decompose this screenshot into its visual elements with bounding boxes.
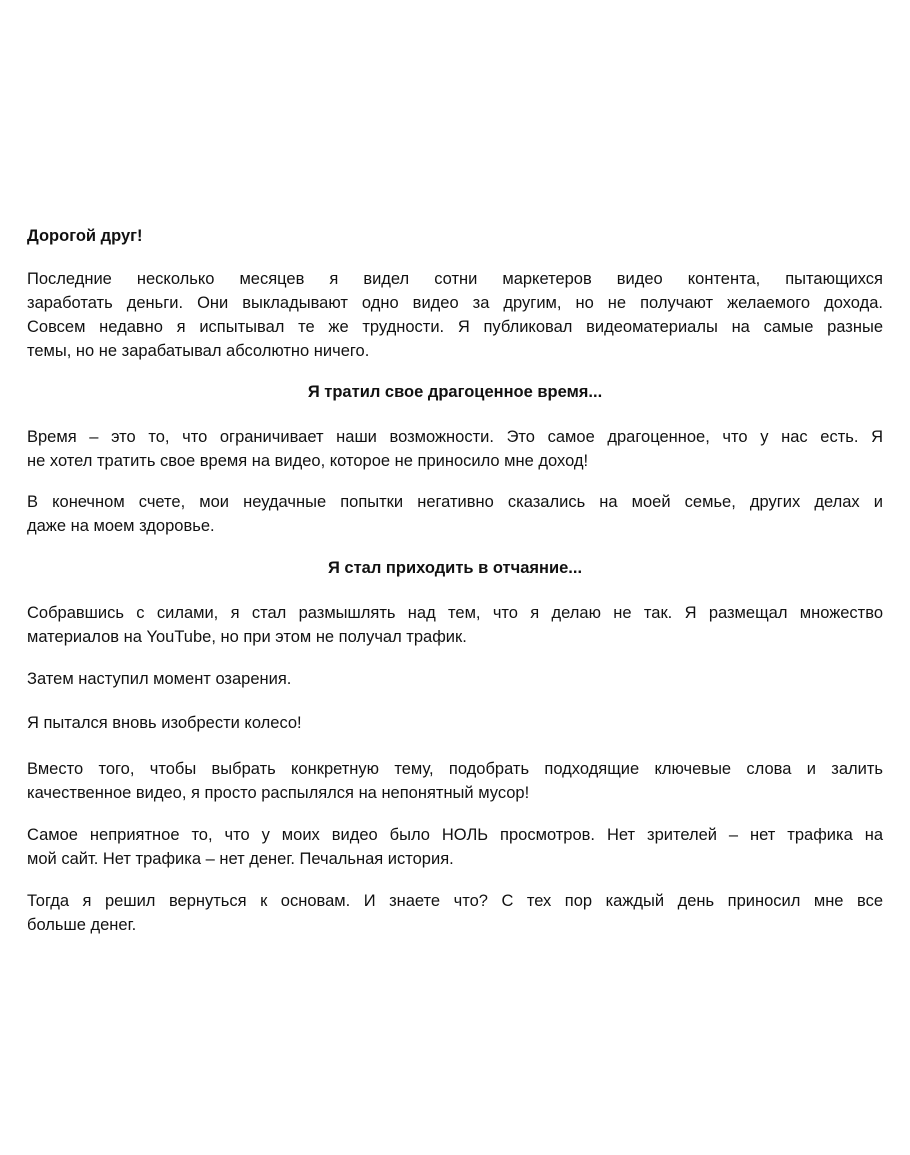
text-line: заработать деньги. Они выкладывают одно видео за другим, но не получают желаемого дохода. <box>27 294 883 312</box>
text-line: не хотел тратить свое время на видео, которое не приносило мне доход! <box>27 452 589 470</box>
text-line: Тогда я решил вернуться к основам. И знаете что? С тех пор каждый день приносил мне все <box>27 892 883 910</box>
text-line: темы, но не зарабатывал абсолютно ничего. <box>27 342 370 360</box>
section-heading: Я стал приходить в отчаяние... <box>327 559 583 577</box>
text-line: качественное видео, я просто распылялся на непонятный мусор! <box>27 784 530 802</box>
greeting: Дорогой друг! <box>27 227 143 245</box>
paragraph-insight: Затем наступил момент озарения. <box>27 670 292 688</box>
section-heading: Я тратил свое драгоценное время... <box>307 383 603 401</box>
text-line: Самое неприятное то, что у моих видео было НОЛЬ просмотров. Нет зрителей – нет трафика на <box>27 826 883 844</box>
text-line: Собравшись с силами, я стал размышлять над тем, что я делаю не так. Я размещал множество <box>27 604 883 622</box>
text-line: даже на моем здоровье. <box>27 517 215 535</box>
text-line: материалов на YouTube, но при этом не получал трафик. <box>27 628 467 646</box>
text-line: Вместо того, чтобы выбрать конкретную тему, подобрать подходящие ключевые слова и залить <box>27 760 883 778</box>
text-line: Время – это то, что ограничивает наши возможности. Это самое драгоценное, что у нас есть. Я <box>27 428 883 446</box>
text-line: В конечном счете, мои неудачные попытки негативно сказались на моей семье, других делах и <box>27 493 883 511</box>
text-line: Последние несколько месяцев я видел сотни маркетеров видео контента, пытающихся <box>27 270 883 288</box>
text-line: Совсем недавно я испытывал те же трудности. Я публиковал видеоматериалы на самые разные <box>27 318 883 336</box>
paragraph-wheel: Я пытался вновь изобрести колесо! <box>27 714 302 732</box>
text-line: больше денег. <box>27 916 137 934</box>
text-line: мой сайт. Нет трафика – нет денег. Печальная история. <box>27 850 454 868</box>
